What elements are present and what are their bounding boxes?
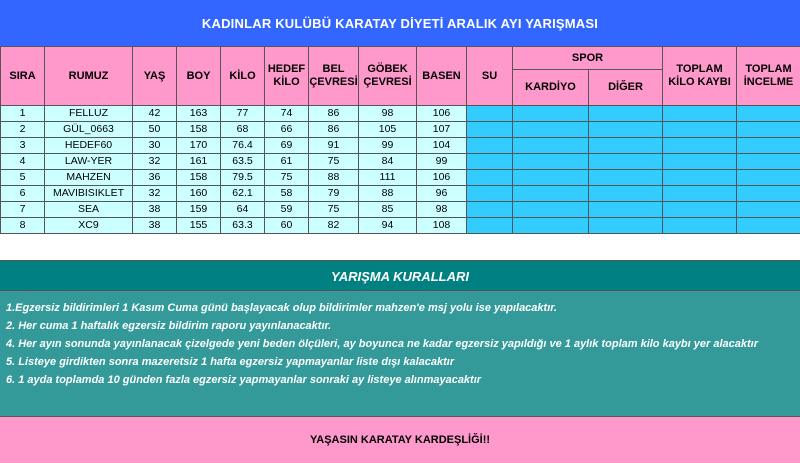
cell-sira: 3 xyxy=(1,138,45,154)
empty-cell xyxy=(737,154,800,170)
cell-hedef: 60 xyxy=(265,218,309,234)
table-row xyxy=(1,186,800,202)
table-row xyxy=(1,170,800,186)
cell-yas: 38 xyxy=(133,202,177,218)
header-hedef-kilo: HEDEF KİLO xyxy=(265,47,309,106)
cell-basen: 108 xyxy=(417,218,467,234)
cell-sira: 1 xyxy=(1,106,45,122)
empty-cell xyxy=(513,218,589,234)
table-row xyxy=(1,106,800,122)
header-yas: YAŞ xyxy=(133,47,177,106)
empty-cell xyxy=(589,218,663,234)
cell-rumuz: LAW-YER xyxy=(45,154,133,170)
empty-cell xyxy=(513,202,589,218)
header-diger: DİĞER xyxy=(589,70,663,106)
cell-boy: 170 xyxy=(177,138,221,154)
cell-bel: 82 xyxy=(309,218,359,234)
empty-cell xyxy=(663,202,737,218)
cell-rumuz: XC9 xyxy=(45,218,133,234)
cell-yas: 32 xyxy=(133,186,177,202)
cell-hedef: 58 xyxy=(265,186,309,202)
cell-gobek: 84 xyxy=(359,154,417,170)
cell-hedef: 66 xyxy=(265,122,309,138)
cell-basen: 98 xyxy=(417,202,467,218)
table-row xyxy=(1,202,800,218)
rule-item: 4. Her ayın sonunda yayınlanacak çizelgede yeni beden ölçüleri, ay boyunca ne kadar egzersiz yapıldığı ve 1 aylık toplam kilo kaybı yer alacaktır xyxy=(6,338,758,350)
header-kardiyo: KARDİYO xyxy=(513,70,589,106)
competition-table xyxy=(0,46,800,234)
cell-rumuz: SEA xyxy=(45,202,133,218)
cell-boy: 155 xyxy=(177,218,221,234)
empty-cell xyxy=(663,138,737,154)
cell-gobek: 94 xyxy=(359,218,417,234)
rule-item: 2. Her cuma 1 haftalık egzersiz bildirim raporu yayınlanacaktır. xyxy=(6,320,332,332)
cell-basen: 104 xyxy=(417,138,467,154)
cell-yas: 30 xyxy=(133,138,177,154)
cell-gobek: 88 xyxy=(359,186,417,202)
cell-kilo: 77 xyxy=(221,106,265,122)
empty-cell xyxy=(513,154,589,170)
header-rumuz: RUMUZ xyxy=(45,47,133,106)
cell-rumuz: MAVIBISIKLET xyxy=(45,186,133,202)
cell-hedef: 75 xyxy=(265,170,309,186)
rule-item: 1.Egzersiz bildirimleri 1 Kasım Cuma günü başlayacak olup bildirimler mahzen'e msj yolu ise yapılacaktır. xyxy=(6,302,557,314)
empty-cell xyxy=(467,170,513,186)
cell-kilo: 63.3 xyxy=(221,218,265,234)
cell-rumuz: GÜL_0663 xyxy=(45,122,133,138)
empty-cell xyxy=(737,170,800,186)
empty-cell xyxy=(663,106,737,122)
cell-hedef: 59 xyxy=(265,202,309,218)
cell-bel: 75 xyxy=(309,154,359,170)
rule-item: 6. 1 ayda toplamda 10 günden fazla egzersiz yapmayanlar sonraki ay listeye alınmayacaktır xyxy=(6,374,482,386)
cell-gobek: 105 xyxy=(359,122,417,138)
header-basen: BASEN xyxy=(417,47,467,106)
empty-cell xyxy=(589,202,663,218)
cell-boy: 161 xyxy=(177,154,221,170)
empty-cell xyxy=(467,202,513,218)
header-kilo: KİLO xyxy=(221,47,265,106)
cell-sira: 4 xyxy=(1,154,45,170)
empty-cell xyxy=(737,202,800,218)
empty-cell xyxy=(467,138,513,154)
cell-boy: 163 xyxy=(177,106,221,122)
table-row xyxy=(1,122,800,138)
cell-basen: 96 xyxy=(417,186,467,202)
header-su: SU xyxy=(467,47,513,106)
cell-boy: 160 xyxy=(177,186,221,202)
header-spor: SPOR xyxy=(513,47,663,70)
empty-cell xyxy=(589,154,663,170)
table-row xyxy=(1,138,800,154)
empty-cell xyxy=(589,106,663,122)
empty-cell xyxy=(737,106,800,122)
empty-cell xyxy=(663,122,737,138)
cell-kilo: 76.4 xyxy=(221,138,265,154)
empty-cell xyxy=(589,122,663,138)
empty-cell xyxy=(663,218,737,234)
empty-cell xyxy=(589,138,663,154)
cell-yas: 38 xyxy=(133,218,177,234)
empty-cell xyxy=(663,154,737,170)
cell-boy: 158 xyxy=(177,122,221,138)
empty-cell xyxy=(589,186,663,202)
table-row xyxy=(1,154,800,170)
cell-rumuz: MAHZEN xyxy=(45,170,133,186)
cell-yas: 42 xyxy=(133,106,177,122)
cell-hedef: 69 xyxy=(265,138,309,154)
empty-cell xyxy=(467,218,513,234)
header-boy: BOY xyxy=(177,47,221,106)
cell-kilo: 79.5 xyxy=(221,170,265,186)
empty-cell xyxy=(467,154,513,170)
cell-bel: 75 xyxy=(309,202,359,218)
cell-basen: 106 xyxy=(417,106,467,122)
rule-item: 5. Listeye girdikten sonra mazeretsiz 1 hafta egzersiz yapmayanlar liste dışı kalacaktır xyxy=(6,356,455,368)
header-bel-cevresi: BEL ÇEVRESİ xyxy=(309,47,359,106)
cell-yas: 36 xyxy=(133,170,177,186)
cell-bel: 91 xyxy=(309,138,359,154)
cell-bel: 86 xyxy=(309,122,359,138)
empty-cell xyxy=(513,122,589,138)
cell-bel: 88 xyxy=(309,170,359,186)
sheet-title: KADINLAR KULÜBÜ KARATAY DİYETİ ARALIK AYI YARIŞMASI xyxy=(0,0,800,46)
empty-cell xyxy=(513,138,589,154)
cell-sira: 5 xyxy=(1,170,45,186)
cell-yas: 50 xyxy=(133,122,177,138)
cell-boy: 159 xyxy=(177,202,221,218)
cell-sira: 6 xyxy=(1,186,45,202)
empty-cell xyxy=(467,186,513,202)
empty-cell xyxy=(737,186,800,202)
empty-cell xyxy=(513,170,589,186)
cell-gobek: 85 xyxy=(359,202,417,218)
empty-cell xyxy=(513,106,589,122)
cell-kilo: 64 xyxy=(221,202,265,218)
cell-boy: 158 xyxy=(177,170,221,186)
cell-hedef: 74 xyxy=(265,106,309,122)
rules-title: YARIŞMA KURALLARI xyxy=(0,260,800,291)
empty-cell xyxy=(467,106,513,122)
cell-kilo: 68 xyxy=(221,122,265,138)
cell-sira: 7 xyxy=(1,202,45,218)
footer-slogan: YAŞASIN KARATAY KARDEŞLİĞİ!! xyxy=(0,416,800,463)
empty-cell xyxy=(467,122,513,138)
rules-list xyxy=(0,290,800,416)
cell-bel: 79 xyxy=(309,186,359,202)
header-toplam-incelme: TOPLAM İNCELME xyxy=(737,47,800,106)
cell-bel: 86 xyxy=(309,106,359,122)
header-toplam-kilo-kaybi: TOPLAM KİLO KAYBI xyxy=(663,47,737,106)
empty-cell xyxy=(737,122,800,138)
table-row xyxy=(1,218,800,234)
cell-yas: 32 xyxy=(133,154,177,170)
cell-hedef: 61 xyxy=(265,154,309,170)
empty-cell xyxy=(737,218,800,234)
cell-gobek: 111 xyxy=(359,170,417,186)
cell-sira: 8 xyxy=(1,218,45,234)
cell-rumuz: FELLUZ xyxy=(45,106,133,122)
cell-kilo: 62.1 xyxy=(221,186,265,202)
empty-cell xyxy=(663,186,737,202)
cell-basen: 107 xyxy=(417,122,467,138)
cell-gobek: 98 xyxy=(359,106,417,122)
cell-sira: 2 xyxy=(1,122,45,138)
empty-cell xyxy=(737,138,800,154)
empty-cell xyxy=(513,186,589,202)
cell-basen: 99 xyxy=(417,154,467,170)
empty-cell xyxy=(589,170,663,186)
empty-cell xyxy=(663,170,737,186)
cell-basen: 106 xyxy=(417,170,467,186)
cell-kilo: 63.5 xyxy=(221,154,265,170)
cell-rumuz: HEDEF60 xyxy=(45,138,133,154)
cell-gobek: 99 xyxy=(359,138,417,154)
header-gobek-cevresi: GÖBEK ÇEVRESİ xyxy=(359,47,417,106)
header-sira: SIRA xyxy=(1,47,45,106)
